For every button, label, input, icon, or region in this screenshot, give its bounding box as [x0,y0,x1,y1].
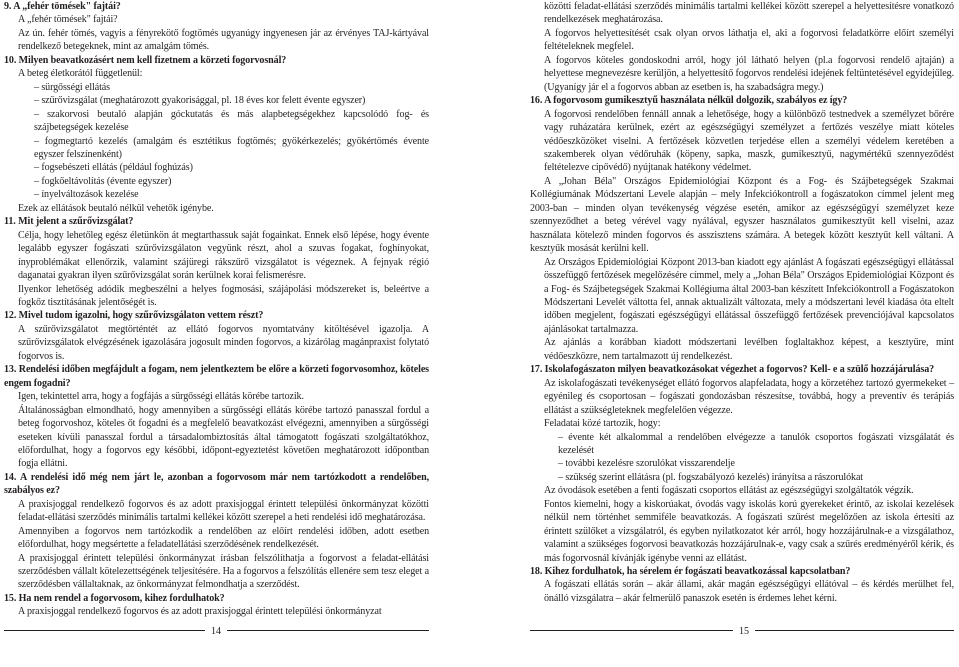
right-column [530,0,954,605]
question-heading: 10. Milyen beavatkozásért nem kell fizetnem a körzeti fogorvosnál? [4,54,287,66]
paragraph: Amennyiben a fogorvos nem tartózkodik a rendelőben az előírt rendelési időben, adott esetben előfordulhat, hogy megsértette a feladatellátási szerződésének rendelkezését. [18,525,429,551]
paragraph: A praxisjoggal rendelkező fogorvos és az adott praxisjoggal érintett települési önkormányzat [18,606,382,618]
question-heading: 14. A rendelési idő még nem járt le, azonban a fogorvosom már nem tartózkodott a rendelőben, szabályos ez? [4,471,429,497]
question-heading: 9. A „fehér tömések" fajtái? [4,1,121,12]
paragraph: – ínyelváltozások kezelése [34,189,139,201]
paragraph: A praxisjoggal érintett települési önkormányzat írásban felszólíthatja a fogorvost a feladat-ellátási szerződésben vállalt kötelezettségének teljesítésére. Ha a fogorvos a felszólítás ellenére sem tesz eleget a szerződésben vállaltaknak, az önkormányzat felmondhatja a szerződést. [18,552,429,591]
paragraph: – további kezelésre szorulókat visszarendelje [558,458,735,470]
question-heading: 15. Ha nem rendel a fogorvosom, kihez fordulhatok? [4,592,225,604]
paragraph: A „fehér tömések" fajtái? [18,14,118,26]
paragraph: A szűrővizsgálatot megtörténtét az ellátó fogorvos nyomtatvány kitöltésével igazolja. A szűrővizsgálatok elvégzésének igazolására jogosult minden fogorvos, a kizárólag magánpraxist folytató fogorvos is. [18,323,429,362]
paragraph: Az óvodások esetében a fenti fogászati csoportos ellátást az egészségügyi szolgáltatók végzik. [544,485,914,497]
question-heading: 12. Mivel tudom igazolni, hogy szűrővizsgálaton vettem részt? [4,310,264,322]
paragraph: A „Johan Béla" Országos Epidemiológiai Központ és a Fog- és Szájbetegségek Szakmai Kollégiumának Módszertani Levele alapján – mely Infekciókontroll a fogászatokon címmel jelent meg 2003-ban – minden olyan tevékenység végzése esetén, amikor az egészségügyi személyzet keze szennyeződhet a beteg vérével vagy nyálával, egyszer használatos gumikesztyűt kell viselni, azaz használata kötelező minden fogorvos és asszisztens számára. A betegek között kesztyűt kell váltani. A kesztyűk mosását kerülni kell. [530,175,954,255]
question-heading: 16. A fogorvosom gumikesztyű használata nélkül dolgozik, szabályos ez így? [530,95,848,107]
paragraph: A beteg életkorától függetlenül: [18,68,143,80]
paragraph: A fogorvosi rendelőben fennáll annak a lehetősége, hogy a különböző testnedvek a személyzet bőrére vagy ruházatára kerülnek, ezért az egészségügyi személyzet a fertőzés veszélye miatt köteles védőeszközöket viselni. A fertőzések közvetlen terjedése ellen a személyi védelem keretében a szakemberek olyan védőruhák (köpeny, sapka, maszk, gumikesztyű, nagymértékű szennyeződést feltételezve cipővédő) nyújtanak hatékony védelmet. [544,108,954,174]
paragraph: Ilyenkor lehetőség adódik megbeszélni a helyes fogmosási, szájápolási módszereket is, beleértve a fogkőz tisztításának jelentőségét is. [18,283,429,308]
paragraph: A fogászati ellátás során – akár állami, akár magán egészségügyi ellátóval – és kérdés merülhet fel, önálló vizsgálatra – akár felmerülő panaszok esetén is érdemes lehet kérni. [544,579,954,604]
left-page-number: 14 [205,626,227,637]
question-heading: 17. Iskolafogászaton milyen beavatkozásokat végezhet a fogorvos? Kell- e a szülő hozzájárulása? [530,364,935,376]
paragraph: – fogmegtartó kezelés (amalgám és esztétikus fogtömés; gyökérkezelés; gyökértömés évente egyszer felszínenként) [34,135,429,160]
paragraph: Célja, hogy lehetőleg egész életünkön át megtarthassuk saját fogainkat. Ennek első lépése, hogy évente legalább egyszer fogászati szűrővizsgálaton vegyünk részt, ahol a szuvas fogakat, foghínyokat, ínyproblémákat ellenőrzik, valamint szájüregi rákszűrő vizsgálatot is végeznek. A fejnyak régió daganatai gyakran ilyen szűrővizsgálat során kerülnek korai felismerésre. [18,229,429,282]
paragraph: Ezek az ellátások beutaló nélkül vehetők igénybe. [18,202,214,214]
paragraph: közötti feladat-ellátási szerződés minimális tartalmi kellékei között szerepel a helyettesítésre vonatkozó rendelkezések meghatározása. [544,1,954,26]
paragraph: Feladatai közé tartozik, hogy: [544,418,661,430]
question-heading: 13. Rendelési időben megfájdult a fogam, nem jelentkeztem be előre a körzeti fogorvosomhoz, köteles engem fogadni? [4,364,429,389]
paragraph: – évente két alkalommal a rendelőben elvégezze a tanulók csoportos fogászati vizsgálatát és kezelését [558,431,954,456]
paragraph: Igen, tekintettel arra, hogy a fogfájás a sürgősségi ellátás körébe tartozik. [18,391,304,403]
paragraph: Az ajánlás a korábban kiadott módszertani levélben foglaltakhoz képest, a kesztyűre, mint védőeszközre, nem tartalmazott új rendelkezést. [544,337,954,362]
paragraph: – sürgősségi ellátás [34,81,110,93]
paragraph: Fontos kiemelni, hogy a kiskorúakat, óvodás vagy iskolás korú gyerekeket érintő, az iskolai kezelések nélkül nem történhet semmiféle beavatkozás. A fogászati szűrést megelőzően az iskola értesíti az érintett szülőket a vizsgálatról, és egyben nyilatkozatot kér arról, hogy hozzájárulnak-e a vizsgálathoz, valamint a szükséges fogorvosi beavatkozás hozzájárulnak-e, vagy csak a szűrés eredményéről kérik, és más fogorvosnál kívánják igénybe venni az ellátást. [544,498,954,564]
paragraph: Az ún. fehér tömés, vagyis a fényrekötő fogtömés ugyanúgy ingyenesen jár az érvényes TAJ-kártyával rendelkező betegeknek, mint az amalgám tömés. [18,27,429,53]
paragraph: – szakorvosi beutaló alapján góckutatás és más alapbetegségekhez kapcsolódó fog- és szájbetegségek kezelése [34,108,429,134]
paragraph: – szűrővizsgálat (meghatározott gyakorisággal, pl. 18 éves kor felett évente egyszer) [34,95,366,107]
paragraph: – szükség szerint ellátásra (pl. fogszabályozó kezelés) irányítsa a rászorulókat [558,471,863,483]
paragraph: – fogsebészeti ellátás (például foghúzás) [34,162,193,174]
paragraph: A fogorvos köteles gondoskodni arról, hogy jól látható helyen (pl.a fogorvosi rendelő ajtaján) a helyettese megnevezésre kerüljön, a helyettesítő fogorvos rendelési idejének feltüntetésével egyidejűleg. (Ugyanígy jár el a fogorvos abban az esetben is, ha szabadságra megy.) [544,54,954,93]
paragraph: – fogkőeltávolítás (évente egyszer) [34,175,172,187]
paragraph: A fogorvos helyettesítését csak olyan orvos láthatja el, aki a fogorvosi feladatkörre előírt személyi feltételeknek megfelel. [544,27,954,53]
paragraph: Általánosságban elmondható, hogy amennyiben a sürgősségi ellátás körébe tartozó panasszal fordul a beteg fogorvoshoz, köteles őt fogadni és a megfelelő beavatkozást elvégezni, amennyiben a sürgősségi eseteken kívüli panasszal fordul a társadalombiztosítás által támogatott fogászati szolgáltatókhoz, előfordulhat, hogy a fogorvos egy későbbi, időpont-egyeztetést követően meghatározott időpontban fogja ellátni. [18,404,429,470]
paragraph: Az Országos Epidemiológiai Központ 2013-ban kiadott egy ajánlást A fogászati egészségügyi ellátással összefüggő fertőzések megelőzésére címmel, mely a „Johan Béla" Országos Epidemiológiai Központ és a Fog- és Szájbetegségek Szakmai Kollégiuma által 2003-ban készített Infekciókontroll a Fogászatokon Módszertani Levelét váltotta fel, annak aktualizált változata, mely a módszertani levél kiadása óta eltelt időben megjelent, fogászati egészségügyi ellátással összefüggő fertőzések prevenciójával kapcsolatos ajánlásokat tartalmazza. [544,256,954,335]
question-heading: 18. Kihez fordulhatok, ha sérelem ér fogászati beavatkozással kapcsolatban? [530,566,851,578]
question-heading: 11. Mit jelent a szűrővizsgálat? [4,216,134,228]
right-page-number: 15 [733,626,755,637]
paragraph: Az iskolafogászati tevékenységet ellátó fogorvos alapfeladata, hogy a körzetéhez tartozó gyermekeket – egyénileg és csoportosan – fogászati gondozásban részesítse, továbbá, hogy a preventív és terápiás ellátást a szükségleteknek megfelelően végezze. [544,377,954,416]
paragraph: A praxisjoggal rendelkező fogorvos és az adott praxisjoggal érintett települési önkormányzat közötti feladat-ellátási szerződés minimális tartalmi kellékei között szerepel a heti rendelési idő meghatározása. [18,498,429,524]
left-column [4,0,429,619]
